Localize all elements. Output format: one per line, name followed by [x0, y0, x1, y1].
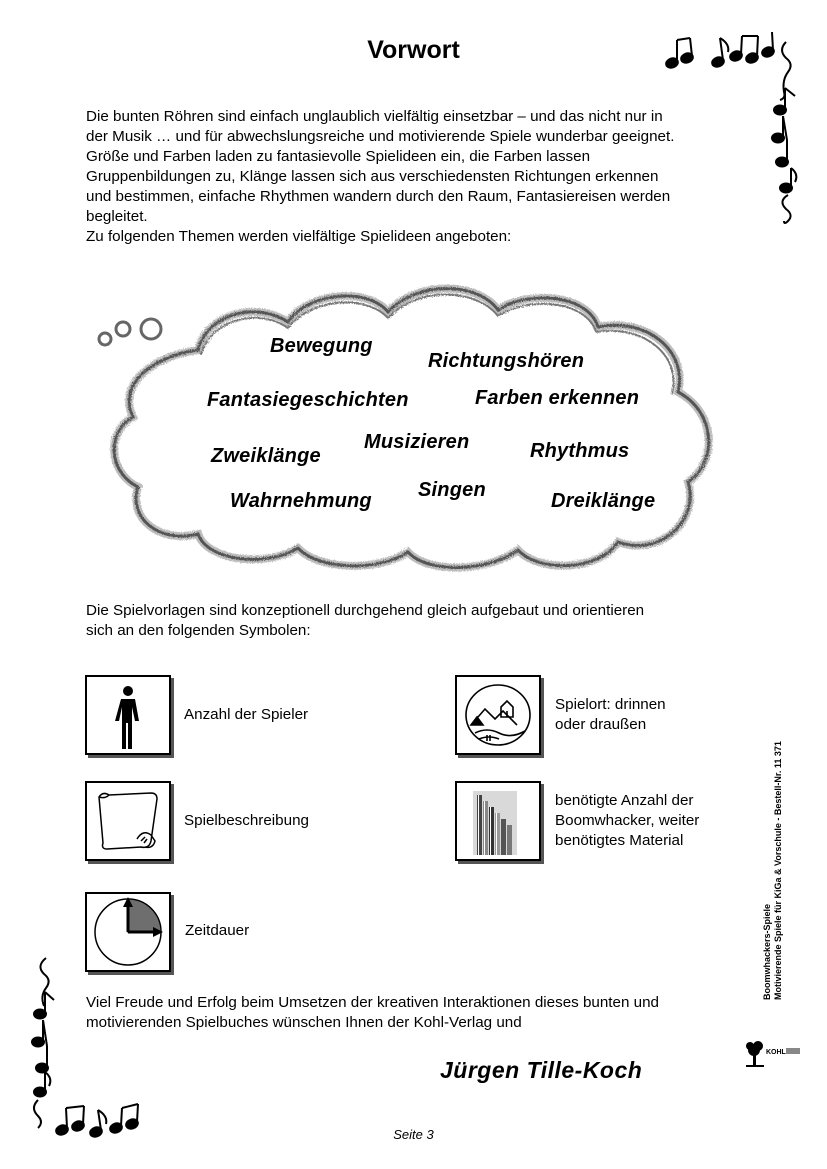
tree-logo-icon [744, 1036, 804, 1072]
page-title: Vorwort [367, 36, 460, 64]
structure-line: Die Spielvorlagen sind konzeptionell durchgehend gleich aufgebaut und orientieren [86, 602, 645, 619]
material-symbol [455, 781, 541, 861]
topic-item: Musizieren [364, 431, 470, 453]
intro-line: Zu folgenden Themen werden vielfältige Spielideen angeboten: [86, 228, 512, 245]
topic-item: Singen [418, 479, 486, 501]
thought-cloud [88, 272, 728, 584]
location-label [555, 695, 666, 735]
clock-wedge [128, 899, 161, 932]
structure-text [86, 601, 746, 641]
page-number: Seite 3 [393, 1127, 434, 1142]
topic-item: Dreiklänge [551, 490, 656, 512]
sidebar-line: Motivierende Spiele für KiGa & Vorschule - Bestell-Nr. 11 371 [773, 741, 783, 1000]
duration-label: Zeitdauer [185, 922, 250, 939]
topic-item: Richtungshören [428, 350, 585, 372]
structure-line: sich an den folgenden Symbolen: [86, 622, 311, 639]
topic-item: Fantasiegeschichten [207, 389, 409, 411]
location-label-line: Spielort: drinnen [555, 696, 666, 713]
intro-line: Die bunten Röhren sind einfach unglaublich vielfältig einsetzbar – und das nicht nur in [86, 108, 663, 125]
players-label: Anzahl der Spieler [184, 706, 309, 723]
topic-item: Farben erkennen [475, 387, 640, 409]
description-symbol [85, 781, 171, 861]
intro-line: Gruppenbildungen zu, Klänge lassen sich aus verschiedensten Richtungen erkennen [86, 168, 659, 185]
topic-item: Wahrnehmung [230, 490, 372, 512]
material-label-line: Boomwhacker, weiter [555, 812, 700, 829]
duration-symbol [85, 892, 171, 972]
music-notes-icon [24, 950, 149, 1145]
intro-text [86, 107, 746, 247]
landscape-icon [457, 677, 539, 753]
intro-line: der Musik … und für abwechslungsreiche und motivierende Spiele wunderbar geeignet. [86, 128, 675, 145]
intro-line: und bestimmen, einfache Rhythmen wandern durch den Raum, Fantasiereisen werden [86, 188, 671, 205]
topic-item: Bewegung [270, 335, 373, 357]
logo-text: KOHL [766, 1049, 786, 1056]
clock-icon [87, 894, 169, 970]
sidebar-imprint [762, 680, 818, 1040]
person-icon [87, 677, 169, 753]
closing-line: motivierenden Spielbuches wünschen Ihnen der Kohl-Verlag und [86, 1014, 522, 1031]
material-label-line: benötigtes Material [555, 832, 684, 849]
material-label [555, 791, 699, 851]
author-signature: Jürgen Tille-Koch [440, 1057, 643, 1083]
boomwhacker-tubes-icon [457, 783, 539, 859]
closing-line: Viel Freude und Erfolg beim Umsetzen der kreativen Interaktionen dieses bunten und [86, 994, 659, 1011]
intro-line: Größe und Farben laden zu fantasievolle Spielideen ein, die Farben lassen [86, 148, 591, 165]
material-label-line: benötigte Anzahl der [555, 792, 694, 809]
location-label-line: oder draußen [555, 716, 647, 733]
closing-text [86, 993, 746, 1033]
topic-item: Zweiklänge [211, 445, 321, 467]
intro-line: begleitet. [86, 208, 148, 225]
location-symbol [455, 675, 541, 755]
players-symbol [85, 675, 171, 755]
topic-item: Rhythmus [530, 440, 630, 462]
sidebar-line: Boomwhackers-Spiele [762, 903, 772, 1000]
scroll-icon [87, 783, 169, 859]
description-label: Spielbeschreibung [184, 812, 309, 829]
